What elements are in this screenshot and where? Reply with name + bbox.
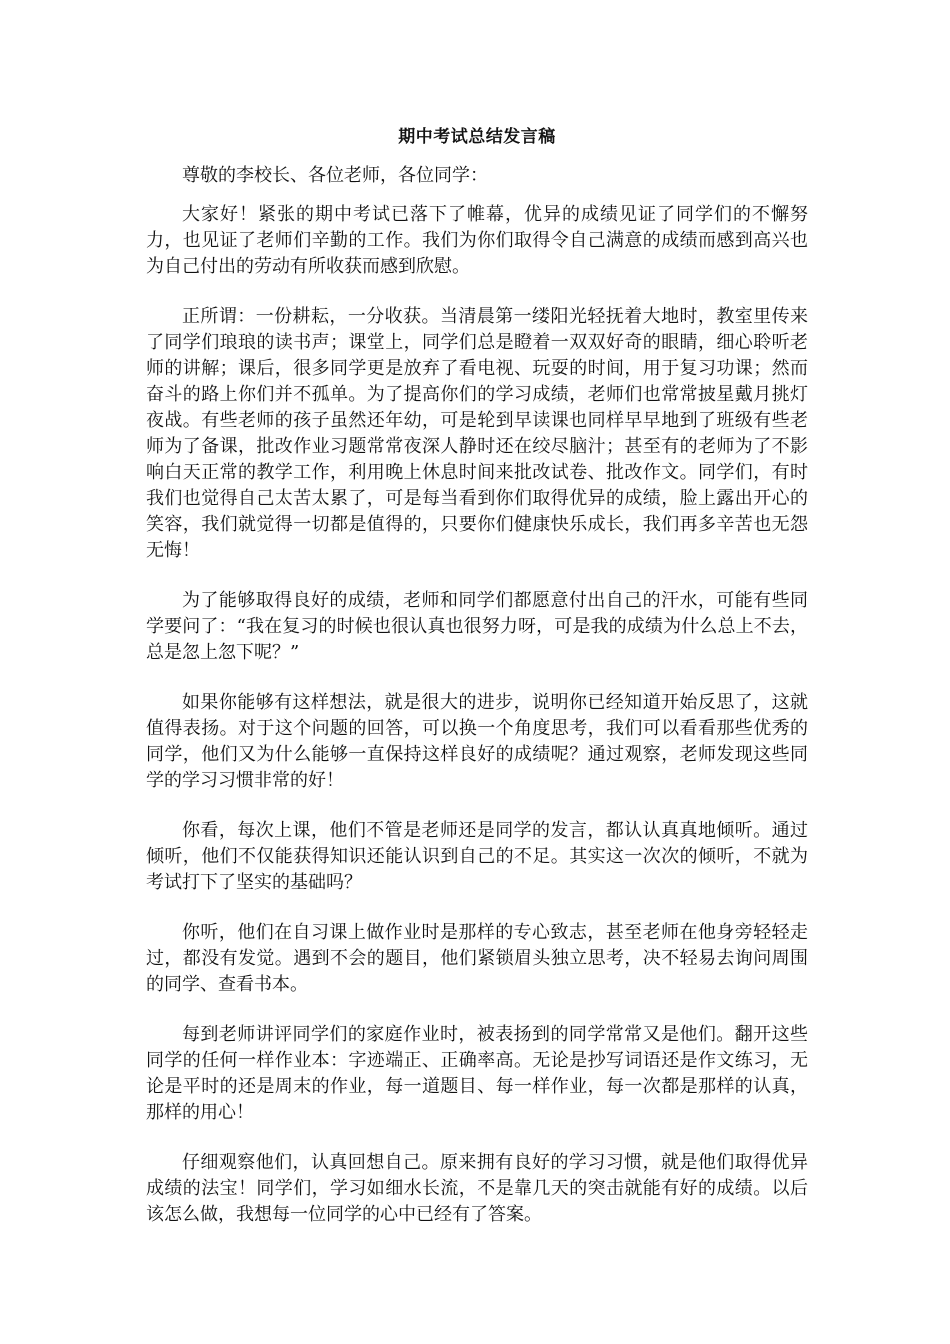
paragraph-conclusion: 仔细观察他们，认真回想自己。原来拥有良好的学习习惯，就是他们取得优异成绩的法宝！同学们，学习如细水长流，不是靠几天的突击就能有好的成绩。以后该怎么做，我想每一位同学的心中已经有了答案。 xyxy=(146,1152,808,1225)
paragraph-greeting: 大家好！紧张的期中考试已落下了帷幕，优异的成绩见证了同学们的不懈努力，也见证了老师们辛勤的工作。我们为你们取得令自己满意的成绩而感到高兴也为自己付出的劳动有所收获而感到欣慰。 xyxy=(146,204,808,277)
paragraph-homework: 每到老师讲评同学们的家庭作业时，被表扬到的同学常常又是他们。翻开这些同学的任何一样作业本：字迹端正、正确率高。无论是抄写词语还是作文练习，无论是平时的还是周末的作业，每一道题目、每一样作业，每一次都是那样的认真，那样的用心！ xyxy=(146,1024,808,1123)
salutation: 尊敬的李校长、各位老师，各位同学： xyxy=(182,165,488,186)
paragraph-effort: 正所谓：一份耕耘，一分收获。当清晨第一缕阳光轻抚着大地时，教室里传来了同学们琅琅的读书声；课堂上，同学们总是瞪着一双双好奇的眼睛，细心聆听老师的讲解；课后，很多同学更是放弃了看电视、玩耍的时间，用于复习功课；然而奋斗的路上你们并不孤单。为了提高你们的学习成绩，老师们也常常披星戴月挑灯夜战。有些老师的孩子虽然还年幼，可是轮到早读课也同样早早地到了班级有些老师为了备课，批改作业习题常常夜深人静时还在绞尽脑汁；甚至有的老师为了不影响白天正常的教学工作，利用晚上休息时间来批改试卷、批改作文。同学们，有时我们也觉得自己太苦太累了，可是每当看到你们取得优异的成绩，脸上露出开心的笑容，我们就觉得一切都是值得的，只要你们健康快乐成长，我们再多辛苦也无怨无悔！ xyxy=(146,306,808,561)
paragraph-reflection: 如果你能够有这样想法，就是很大的进步，说明你已经知道开始反思了，这就值得表扬。对于这个问题的回答，可以换一个角度思考，我们可以看看那些优秀的同学，他们又为什么能够一直保持这样良好的成绩呢？通过观察，老师发现这些同学的学习习惯非常的好！ xyxy=(146,692,808,791)
paragraph-self-study: 你听，他们在自习课上做作业时是那样的专心致志，甚至老师在他身旁轻轻走过，都没有发觉。遇到不会的题目，他们紧锁眉头独立思考，决不轻易去询问周围的同学、查看书本。 xyxy=(146,922,808,995)
paragraph-question: 为了能够取得良好的成绩，老师和同学们都愿意付出自己的汗水，可能有些同学要问了：“我在复习的时候也很认真也很努力呀，可是我的成绩为什么总上不去，总是忽上忽下呢？” xyxy=(146,590,808,663)
document-page xyxy=(146,124,808,1252)
document-title: 期中考试总结发言稿 xyxy=(398,127,556,147)
paragraph-listening: 你看，每次上课，他们不管是老师还是同学的发言，都认认真真地倾听。通过倾听，他们不仅能获得知识还能认识到自己的不足。其实这一次次的倾听，不就为考试打下了坚实的基础吗？ xyxy=(146,820,808,893)
